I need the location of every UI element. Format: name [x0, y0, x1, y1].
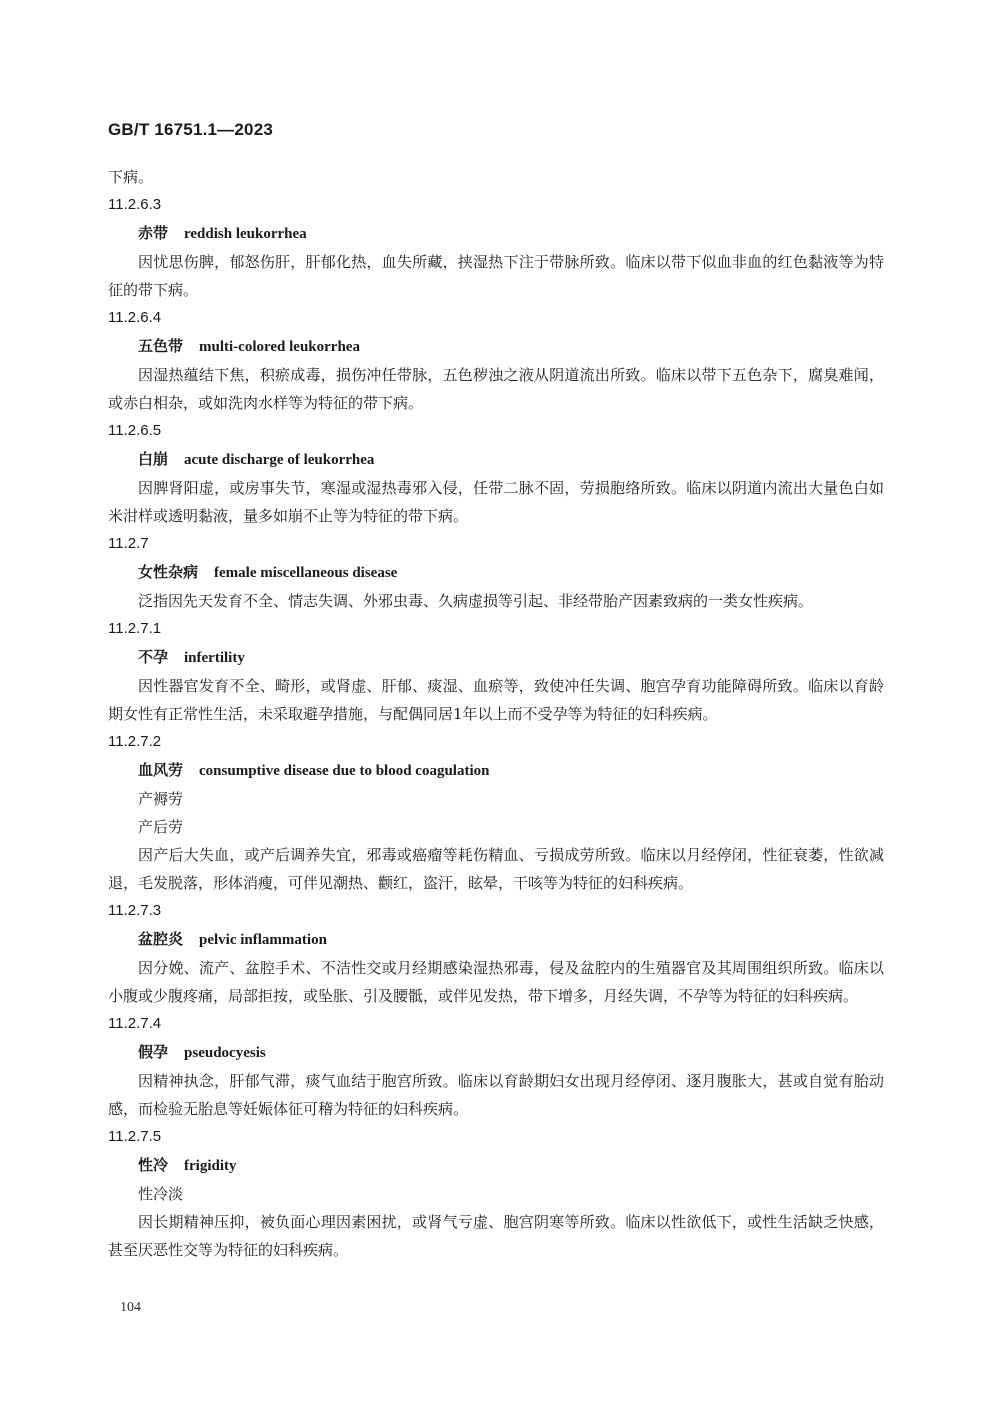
term-line — [138, 643, 884, 672]
term-english: acute discharge of leukorrhea — [184, 452, 375, 468]
term-chinese: 假孕 — [138, 1043, 169, 1061]
term-chinese: 赤带 — [138, 224, 169, 242]
entry-list — [108, 191, 884, 1264]
standard-header: GB/T 16751.1—2023 — [108, 120, 273, 139]
term-entry — [108, 304, 884, 417]
term-definition: 因长期精神压抑，被负面心理因素困扰，或肾气亏虚、胞宫阴寒等所致。临床以性欲低下，或性生活缺乏快感，甚至厌恶性交等为特征的妇科疾病。 — [108, 1213, 884, 1259]
term-english: reddish leukorrhea — [184, 226, 307, 242]
term-definition: 因精神执念，肝郁气滞，痰气血结于胞宫所致。临床以育龄期妇女出现月经停闭、逐月腹胀大，甚或自觉有胎动感，而检验无胎息等妊娠体征可稽为特征的妇科疾病。 — [108, 1072, 884, 1118]
term-line — [138, 332, 884, 361]
entry-number: 11.2.6.4 — [108, 309, 162, 326]
term-chinese: 盆腔炎 — [138, 930, 184, 948]
term-definition: 因湿热蕴结下焦，积瘀成毒，损伤冲任带脉，五色秽浊之液从阴道流出所致。临床以带下五色杂下，腐臭难闻，或赤白相杂，或如洗肉水样等为特征的带下病。 — [108, 366, 884, 412]
term-definition: 泛指因先天发育不全、情志失调、外邪虫毒、久病虚损等引起、非经带胎产因素致病的一类女性疾病。 — [138, 592, 814, 610]
term-line — [138, 219, 884, 248]
page-number: 104 — [120, 1300, 141, 1315]
entry-number: 11.2.7.4 — [108, 1015, 162, 1032]
term-line — [138, 925, 884, 954]
entry-number: 11.2.7.2 — [108, 733, 162, 750]
term-definition: 因性器官发育不全、畸形，或肾虚、肝郁、痰湿、血瘀等，致使冲任失调、胞宫孕育功能障碍所致。临床以育龄期女性有正常性生活，未采取避孕措施，与配偶同居1年以上而不受孕等为特征的妇科疾病。 — [108, 677, 884, 723]
entry-number: 11.2.6.3 — [108, 196, 162, 213]
document-body — [108, 163, 884, 1264]
term-entry — [108, 530, 884, 615]
term-english: multi-colored leukorrhea — [199, 339, 360, 355]
continuation-text: 下病。 — [108, 168, 154, 186]
term-definition: 因分娩、流产、盆腔手术、不洁性交或月经期感染湿热邪毒，侵及盆腔内的生殖器官及其周围组织所致。临床以小腹或少腹疼痛，局部拒按，或坠胀、引及腰骶，或伴见发热，带下增多，月经失调，不孕等为特征的妇科疾病。 — [108, 959, 884, 1005]
term-definition: 因忧思伤脾，郁怒伤肝，肝郁化热，血失所藏，挟湿热下注于带脉所致。临床以带下似血非血的红色黏液等为特征的带下病。 — [108, 253, 884, 299]
term-definition: 因脾肾阳虚，或房事失节，寒湿或湿热毒邪入侵，任带二脉不固，劳损胞络所致。临床以阴道内流出大量色白如米泔样或透明黏液，量多如崩不止等为特征的带下病。 — [108, 479, 884, 525]
term-english: frigidity — [184, 1158, 237, 1174]
entry-number: 11.2.7.5 — [108, 1128, 162, 1145]
term-line — [138, 558, 884, 587]
term-chinese: 女性杂病 — [138, 563, 199, 581]
term-english: consumptive disease due to blood coagulation — [199, 763, 490, 779]
term-line — [138, 1038, 884, 1067]
term-chinese: 五色带 — [138, 337, 184, 355]
term-entry — [108, 417, 884, 530]
term-chinese: 不孕 — [138, 648, 169, 666]
term-chinese: 白崩 — [138, 450, 169, 468]
term-entry — [108, 728, 884, 897]
entry-number: 11.2.6.5 — [108, 422, 162, 439]
term-definition: 因产后大失血，或产后调养失宜，邪毒或癌瘤等耗伤精血、亏损成劳所致。临床以月经停闭，性征衰萎，性欲减退，毛发脱落，形体消瘦，可伴见潮热、颧红，盗汗，眩晕，干咳等为特征的妇科疾病。 — [108, 846, 884, 892]
term-english: pseudocyesis — [184, 1045, 266, 1061]
term-entry — [108, 1123, 884, 1264]
term-line — [138, 756, 884, 785]
term-entry — [108, 1010, 884, 1123]
term-synonym: 产后劳 — [138, 818, 184, 836]
entry-number: 11.2.7.1 — [108, 620, 162, 637]
term-chinese: 血风劳 — [138, 761, 184, 779]
term-english: female miscellaneous disease — [214, 565, 398, 581]
term-entry — [108, 897, 884, 1010]
term-entry — [108, 615, 884, 728]
term-line — [138, 1151, 884, 1180]
term-line — [138, 445, 884, 474]
term-synonym: 性冷淡 — [138, 1185, 184, 1203]
term-synonym: 产褥劳 — [138, 790, 184, 808]
term-entry — [108, 191, 884, 304]
term-english: pelvic inflammation — [199, 932, 327, 948]
entry-number: 11.2.7 — [108, 535, 149, 552]
term-chinese: 性冷 — [138, 1156, 169, 1174]
term-english: infertility — [184, 650, 245, 666]
entry-number: 11.2.7.3 — [108, 902, 162, 919]
